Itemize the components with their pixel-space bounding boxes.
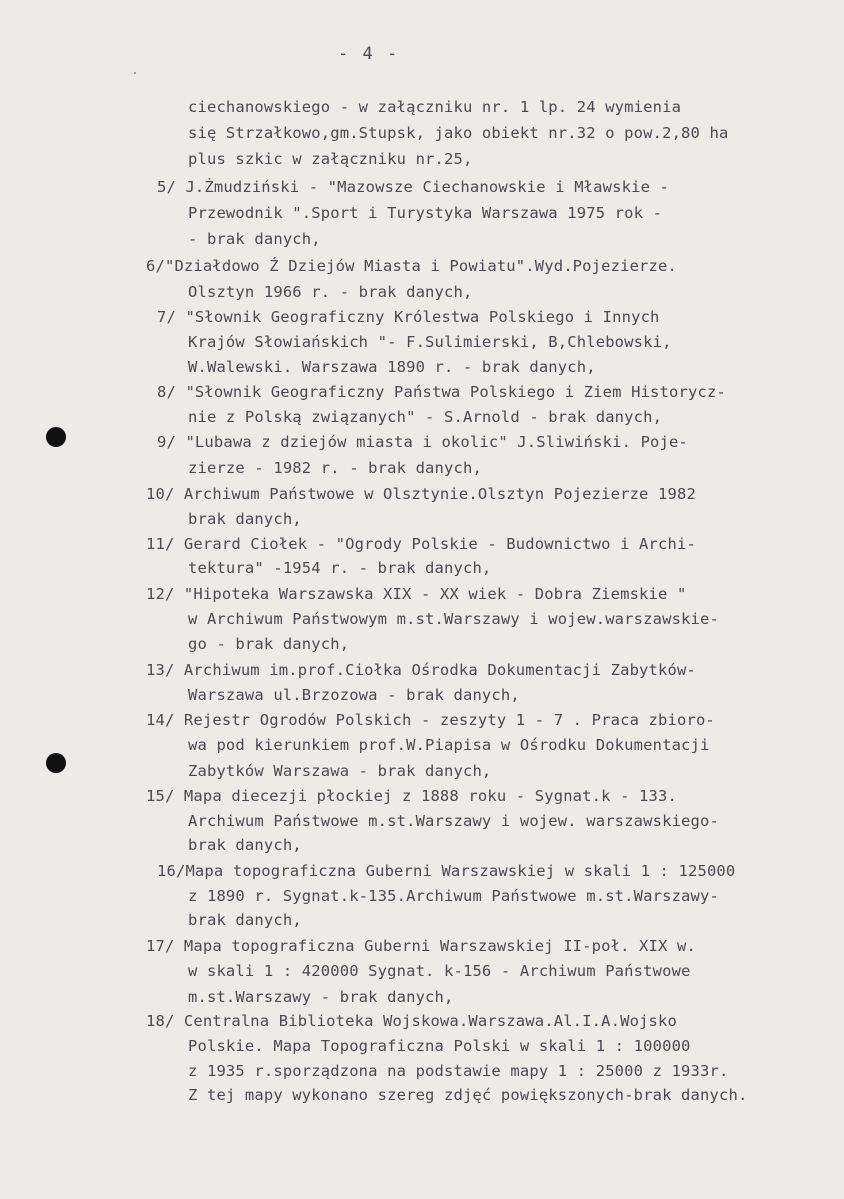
text-line: Polskie. Mapa Topograficzna Polski w skali 1 : 100000	[188, 1037, 691, 1055]
text-line: tektura" -1954 r. - brak danych,	[188, 559, 492, 577]
text-line: - brak danych,	[188, 230, 321, 248]
text-line: brak danych,	[188, 836, 302, 854]
text-line: ciechanowskiego - w załączniku nr. 1 lp. 24 wymienia	[188, 98, 682, 116]
text-line: 8/ "Słownik Geograficzny Państwa Polskiego i Ziem Historycz-	[157, 383, 726, 401]
text-line: 18/ Centralna Biblioteka Wojskowa.Warszawa.Al.I.A.Wojsko	[146, 1012, 677, 1030]
text-line: 5/ J.Żmudziński - "Mazowsze Ciechanowskie i Mławskie -	[157, 178, 670, 196]
text-line: 6/"Działdowo Ź Dziejów Miasta i Powiatu".Wyd.Pojezierze.	[146, 257, 677, 275]
paper-speck	[134, 72, 136, 74]
page-number: - 4 -	[338, 44, 400, 64]
text-line: z 1890 r. Sygnat.k-135.Archiwum Państwowe m.st.Warszawy-	[188, 887, 719, 905]
text-line: go - brak danych,	[188, 635, 350, 653]
text-line: w skali 1 : 420000 Sygnat. k-156 - Archiwum Państwowe	[188, 962, 691, 980]
text-line: Archiwum Państwowe m.st.Warszawy i wojew. warszawskiego-	[188, 812, 719, 830]
text-line: wa pod kierunkiem prof.W.Piapisa w Ośrodku Dokumentacji	[188, 736, 710, 754]
punch-hole-top	[46, 427, 66, 447]
text-line: Zabytków Warszawa - brak danych,	[188, 762, 492, 780]
text-line: brak danych,	[188, 911, 302, 929]
text-line: 17/ Mapa topograficzna Guberni Warszawskiej II-poł. XIX w.	[146, 937, 696, 955]
text-line: Olsztyn 1966 r. - brak danych,	[188, 283, 473, 301]
text-line: się Strzałkowo,gm.Stupsk, jako obiekt nr.32 o pow.2,80 ha	[188, 124, 729, 142]
text-line: 7/ "Słownik Geograficzny Królestwa Polskiego i Innych	[157, 308, 660, 326]
text-line: 12/ "Hipoteka Warszawska XIX - XX wiek - Dobra Ziemskie "	[146, 585, 687, 603]
text-line: Warszawa ul.Brzozowa - brak danych,	[188, 686, 520, 704]
text-line: 9/ "Lubawa z dziejów miasta i okolic" J.Sliwiński. Poje-	[157, 433, 688, 451]
text-line: zierze - 1982 r. - brak danych,	[188, 459, 482, 477]
text-line: Krajów Słowiańskich "- F.Sulimierski, B,Chlebowski,	[188, 333, 672, 351]
text-line: Z tej mapy wykonano szereg zdjęć powiększonych-brak danych.	[188, 1086, 748, 1104]
text-line: 15/ Mapa diecezji płockiej z 1888 roku - Sygnat.k - 133.	[146, 787, 677, 805]
text-line: 13/ Archiwum im.prof.Ciołka Ośrodka Dokumentacji Zabytków-	[146, 661, 696, 679]
text-line: brak danych,	[188, 510, 302, 528]
text-line: 14/ Rejestr Ogrodów Polskich - zeszyty 1 - 7 . Praca zbioro-	[146, 711, 715, 729]
text-line: W.Walewski. Warszawa 1890 r. - brak danych,	[188, 358, 596, 376]
text-line: plus szkic w załączniku nr.25,	[188, 150, 473, 168]
text-line: z 1935 r.sporządzona na podstawie mapy 1 : 25000 z 1933r.	[188, 1062, 729, 1080]
punch-hole-bottom	[46, 753, 66, 773]
text-line: w Archiwum Państwowym m.st.Warszawy i wojew.warszawskie-	[188, 610, 719, 628]
text-line: m.st.Warszawy - brak danych,	[188, 988, 454, 1006]
text-line: 11/ Gerard Ciołek - "Ogrody Polskie - Budownictwo i Archi-	[146, 535, 696, 553]
text-line: 16/Mapa topograficzna Guberni Warszawskiej w skali 1 : 125000	[157, 862, 736, 880]
text-line: 10/ Archiwum Państwowe w Olsztynie.Olsztyn Pojezierze 1982	[146, 485, 696, 503]
text-line: nie z Polską związanych" - S.Arnold - brak danych,	[188, 408, 663, 426]
text-line: Przewodnik ".Sport i Turystyka Warszawa 1975 rok -	[188, 204, 663, 222]
